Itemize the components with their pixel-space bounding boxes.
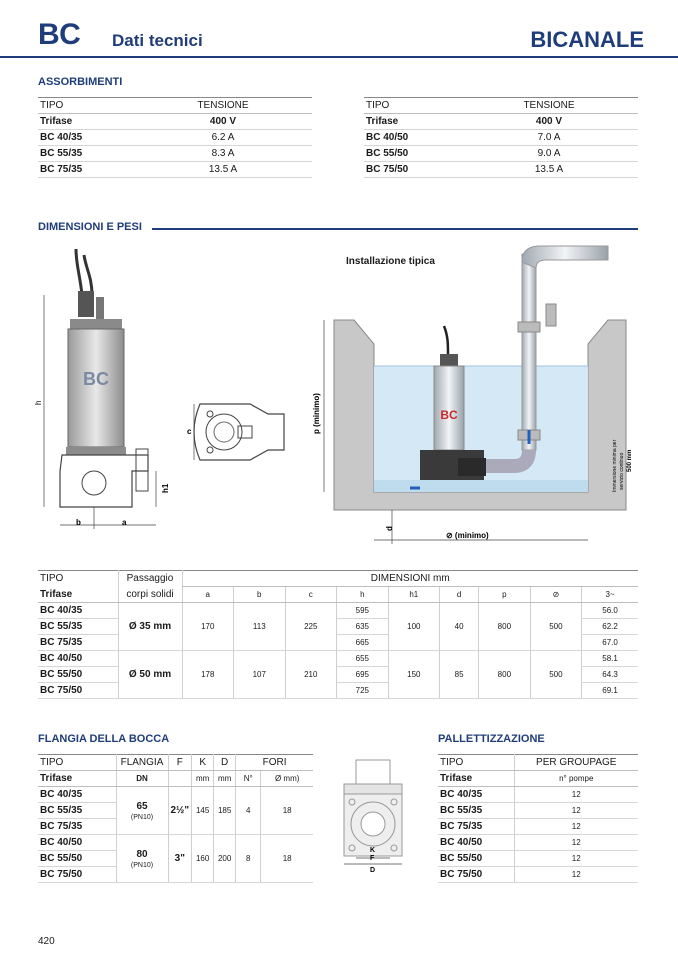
cell-f: 3": [168, 835, 192, 883]
cell-k: 145: [192, 787, 214, 835]
cell-h1: 100: [388, 603, 440, 651]
sub-mm-d: mm: [214, 771, 236, 787]
table-row: [438, 819, 638, 835]
immersion-note-3: 500 mm: [627, 449, 633, 472]
sub-voltage: 400 V: [460, 114, 638, 130]
table-dimensioni: [38, 570, 638, 699]
sub-f: [168, 771, 192, 787]
table-header: [364, 98, 638, 114]
dim-label-p: p (minimo): [312, 393, 321, 434]
page-number: 420: [38, 936, 55, 947]
table-row: [364, 146, 638, 162]
col-fori: FORI: [236, 755, 313, 771]
col-tipo: TIPO: [364, 98, 460, 114]
table-assorbimenti-35: [38, 97, 312, 178]
cell-h: 665: [337, 635, 389, 651]
cell-qty: 12: [514, 803, 638, 819]
cell-h: 695: [337, 667, 389, 683]
cell-tipo: BC 55/35: [38, 619, 118, 635]
table-assorbimenti-50: [364, 97, 638, 178]
install-pump-logo: BC: [440, 408, 458, 422]
col-tensione: TENSIONE: [460, 98, 638, 114]
table-row: [438, 835, 638, 851]
sub-voltage: 400 V: [134, 114, 312, 130]
col-dimensioni: DIMENSIONI mm: [182, 571, 638, 587]
sub-dn: DN: [116, 771, 168, 787]
cell-tipo: BC 75/35: [38, 819, 116, 835]
cell-h: 595: [337, 603, 389, 619]
cell-o: 500: [530, 651, 582, 699]
col-a: a: [182, 587, 234, 603]
cell-current: 13.5 A: [460, 162, 638, 178]
cell-tipo: BC 40/50: [438, 835, 514, 851]
col-tensione: TENSIONE: [134, 98, 312, 114]
table-row: [438, 867, 638, 883]
cell-weight: 62.2: [582, 619, 638, 635]
pn-value: (PN10): [130, 814, 154, 821]
cell-h: 655: [337, 651, 389, 667]
cell-tipo: BC 55/50: [38, 667, 118, 683]
cell-passaggio: Ø 35 mm: [118, 603, 182, 651]
col-p: p: [479, 587, 531, 603]
cell-tipo: BC 75/50: [438, 867, 514, 883]
cell-p: 800: [479, 651, 531, 699]
cell-tipo: BC 75/50: [364, 162, 460, 178]
cell-c: 225: [285, 603, 337, 651]
cell-weight: 67.0: [582, 635, 638, 651]
col-passaggio: Passaggio: [118, 571, 182, 587]
cell-tipo: BC 75/35: [38, 162, 134, 178]
install-title: Installazione tipica: [346, 256, 435, 267]
sub-trifase: Trifase: [38, 587, 118, 603]
cell-tipo: BC 55/35: [38, 803, 116, 819]
flange-label-d: D: [370, 867, 376, 874]
dn-value: 80: [136, 849, 148, 860]
dim-label-c: c: [187, 427, 192, 436]
dn-value: 65: [136, 801, 148, 812]
pump-logo-text: BC: [83, 369, 109, 389]
cell-dn: [116, 787, 168, 835]
cell-weight: 69.1: [582, 683, 638, 699]
category-title: BICANALE: [530, 27, 644, 52]
cell-qty: 12: [514, 819, 638, 835]
immersion-note-2: servizio continuo: [619, 452, 625, 490]
table-header: [438, 755, 638, 771]
cell-d: 200: [214, 835, 236, 883]
cell-tipo: BC 40/35: [38, 787, 116, 803]
cell-tipo: BC 75/35: [438, 819, 514, 835]
sub-n: N°: [236, 771, 261, 787]
col-h: h: [337, 587, 389, 603]
table-flangia: [38, 754, 313, 883]
section-title-flangia: FLANGIA DELLA BOCCA: [38, 733, 170, 745]
table-row: [438, 851, 638, 867]
cell-o: 18: [261, 787, 313, 835]
cell-f: 2½": [168, 787, 192, 835]
cell-weight: 58.1: [582, 651, 638, 667]
dim-label-b: b: [76, 518, 81, 527]
cell-h1: 150: [388, 651, 440, 699]
cell-tipo: BC 75/50: [38, 683, 118, 699]
cell-qty: 12: [514, 867, 638, 883]
cell-n: 4: [236, 787, 261, 835]
cell-n: 8: [236, 835, 261, 883]
col-groupage: PER GROUPAGE: [514, 755, 638, 771]
table-subheader: [438, 771, 638, 787]
cell-h: 725: [337, 683, 389, 699]
pump-front-drawing: [36, 245, 184, 535]
immersion-note-1: Immersione minima per: [612, 439, 618, 492]
table-subheader: [38, 771, 313, 787]
col-tipo: TIPO: [40, 573, 64, 585]
table-row: [38, 603, 638, 619]
col-h1: h1: [388, 587, 440, 603]
cell-tipo: BC 75/35: [38, 635, 118, 651]
col-d: d: [440, 587, 479, 603]
table-row: [364, 162, 638, 178]
pn-value: (PN10): [130, 862, 154, 869]
col-d: D: [214, 755, 236, 771]
dim-label-d: d: [385, 526, 394, 531]
table-header: [38, 571, 638, 587]
section-rule: [152, 228, 638, 230]
table-row: [438, 787, 638, 803]
cell-dn: [116, 835, 168, 883]
table-header: [38, 98, 312, 114]
col-tipo: TIPO: [438, 755, 514, 771]
cell-tipo: BC 40/50: [38, 651, 118, 667]
flange-label-k: K: [370, 847, 376, 854]
cell-tipo: BC 75/50: [38, 867, 116, 883]
sub-omm: Ø mm): [261, 771, 313, 787]
table-row: [38, 162, 312, 178]
col-o: ⊘: [530, 587, 582, 603]
col-c: c: [285, 587, 337, 603]
cell-tipo: BC 40/35: [38, 603, 118, 619]
table-row: [38, 651, 638, 667]
cell-h: 635: [337, 619, 389, 635]
cell-current: 13.5 A: [134, 162, 312, 178]
table-row: [438, 803, 638, 819]
col-flangia: FLANGIA: [116, 755, 168, 771]
cell-a: 178: [182, 651, 234, 699]
cell-d: 40: [440, 603, 479, 651]
flange-drawing: [338, 760, 408, 876]
section-title-assorbimenti: ASSORBIMENTI: [38, 76, 123, 88]
cell-tipo: BC 55/50: [438, 851, 514, 867]
cell-weight: 64.3: [582, 667, 638, 683]
cell-qty: 12: [514, 787, 638, 803]
table-row: [38, 146, 312, 162]
sub-trifase: Trifase: [364, 114, 460, 130]
cell-c: 210: [285, 651, 337, 699]
col-tipo: TIPO: [38, 755, 116, 771]
cell-o: 500: [530, 603, 582, 651]
cell-b: 107: [234, 651, 286, 699]
cell-tipo: BC 40/35: [438, 787, 514, 803]
sub-trifase: Trifase: [38, 114, 134, 130]
cell-current: 8.3 A: [134, 146, 312, 162]
section-title-pallet: PALLETTIZZAZIONE: [438, 733, 545, 745]
pump-top-view-drawing: [180, 392, 292, 470]
col-weight: 3~: [582, 587, 638, 603]
table-header: [38, 755, 313, 771]
cell-current: 6.2 A: [134, 130, 312, 146]
sub-passaggio: corpi solidi: [118, 587, 182, 603]
page-subtitle: Dati tecnici: [112, 31, 203, 50]
cell-d: 85: [440, 651, 479, 699]
cell-tipo: BC 55/35: [38, 146, 134, 162]
col-f: F: [168, 755, 192, 771]
cell-b: 113: [234, 603, 286, 651]
table-pallet: [438, 754, 638, 883]
table-subheader: [38, 114, 312, 130]
col-b: b: [234, 587, 286, 603]
col-k: K: [192, 755, 214, 771]
section-title-dimensioni: DIMENSIONI E PESI: [38, 221, 142, 233]
cell-tipo: BC 40/35: [38, 130, 134, 146]
cell-qty: 12: [514, 851, 638, 867]
installation-drawing: [308, 244, 640, 548]
sub-mm-k: mm: [192, 771, 214, 787]
flange-label-f: F: [370, 855, 375, 862]
cell-k: 160: [192, 835, 214, 883]
dim-label-min: ⊘ (minimo): [446, 531, 489, 540]
sub-trifase: Trifase: [438, 771, 514, 787]
cell-weight: 56.0: [582, 603, 638, 619]
col-tipo: TIPO: [38, 98, 134, 114]
cell-o: 18: [261, 835, 313, 883]
dim-label-a: a: [122, 518, 127, 527]
cell-p: 800: [479, 603, 531, 651]
cell-tipo: BC 40/50: [364, 130, 460, 146]
cell-tipo: BC 40/50: [38, 835, 116, 851]
table-row: [364, 130, 638, 146]
table-row: [38, 787, 313, 803]
cell-tipo: BC 55/35: [438, 803, 514, 819]
brand-code: BC: [38, 18, 81, 51]
cell-passaggio: Ø 50 mm: [118, 651, 182, 699]
table-subheader: [38, 587, 638, 603]
cell-d: 185: [214, 787, 236, 835]
dim-label-h: h: [34, 400, 43, 405]
cell-tipo: BC 55/50: [364, 146, 460, 162]
dim-label-h1: h1: [161, 483, 170, 493]
cell-a: 170: [182, 603, 234, 651]
sub-pompe: n° pompe: [514, 771, 638, 787]
cell-current: 7.0 A: [460, 130, 638, 146]
table-row: [38, 835, 313, 851]
cell-tipo: BC 55/50: [38, 851, 116, 867]
table-row: [38, 130, 312, 146]
cell-qty: 12: [514, 835, 638, 851]
sub-trifase: Trifase: [38, 771, 116, 787]
table-subheader: [364, 114, 638, 130]
header-rule: [0, 56, 678, 58]
cell-current: 9.0 A: [460, 146, 638, 162]
